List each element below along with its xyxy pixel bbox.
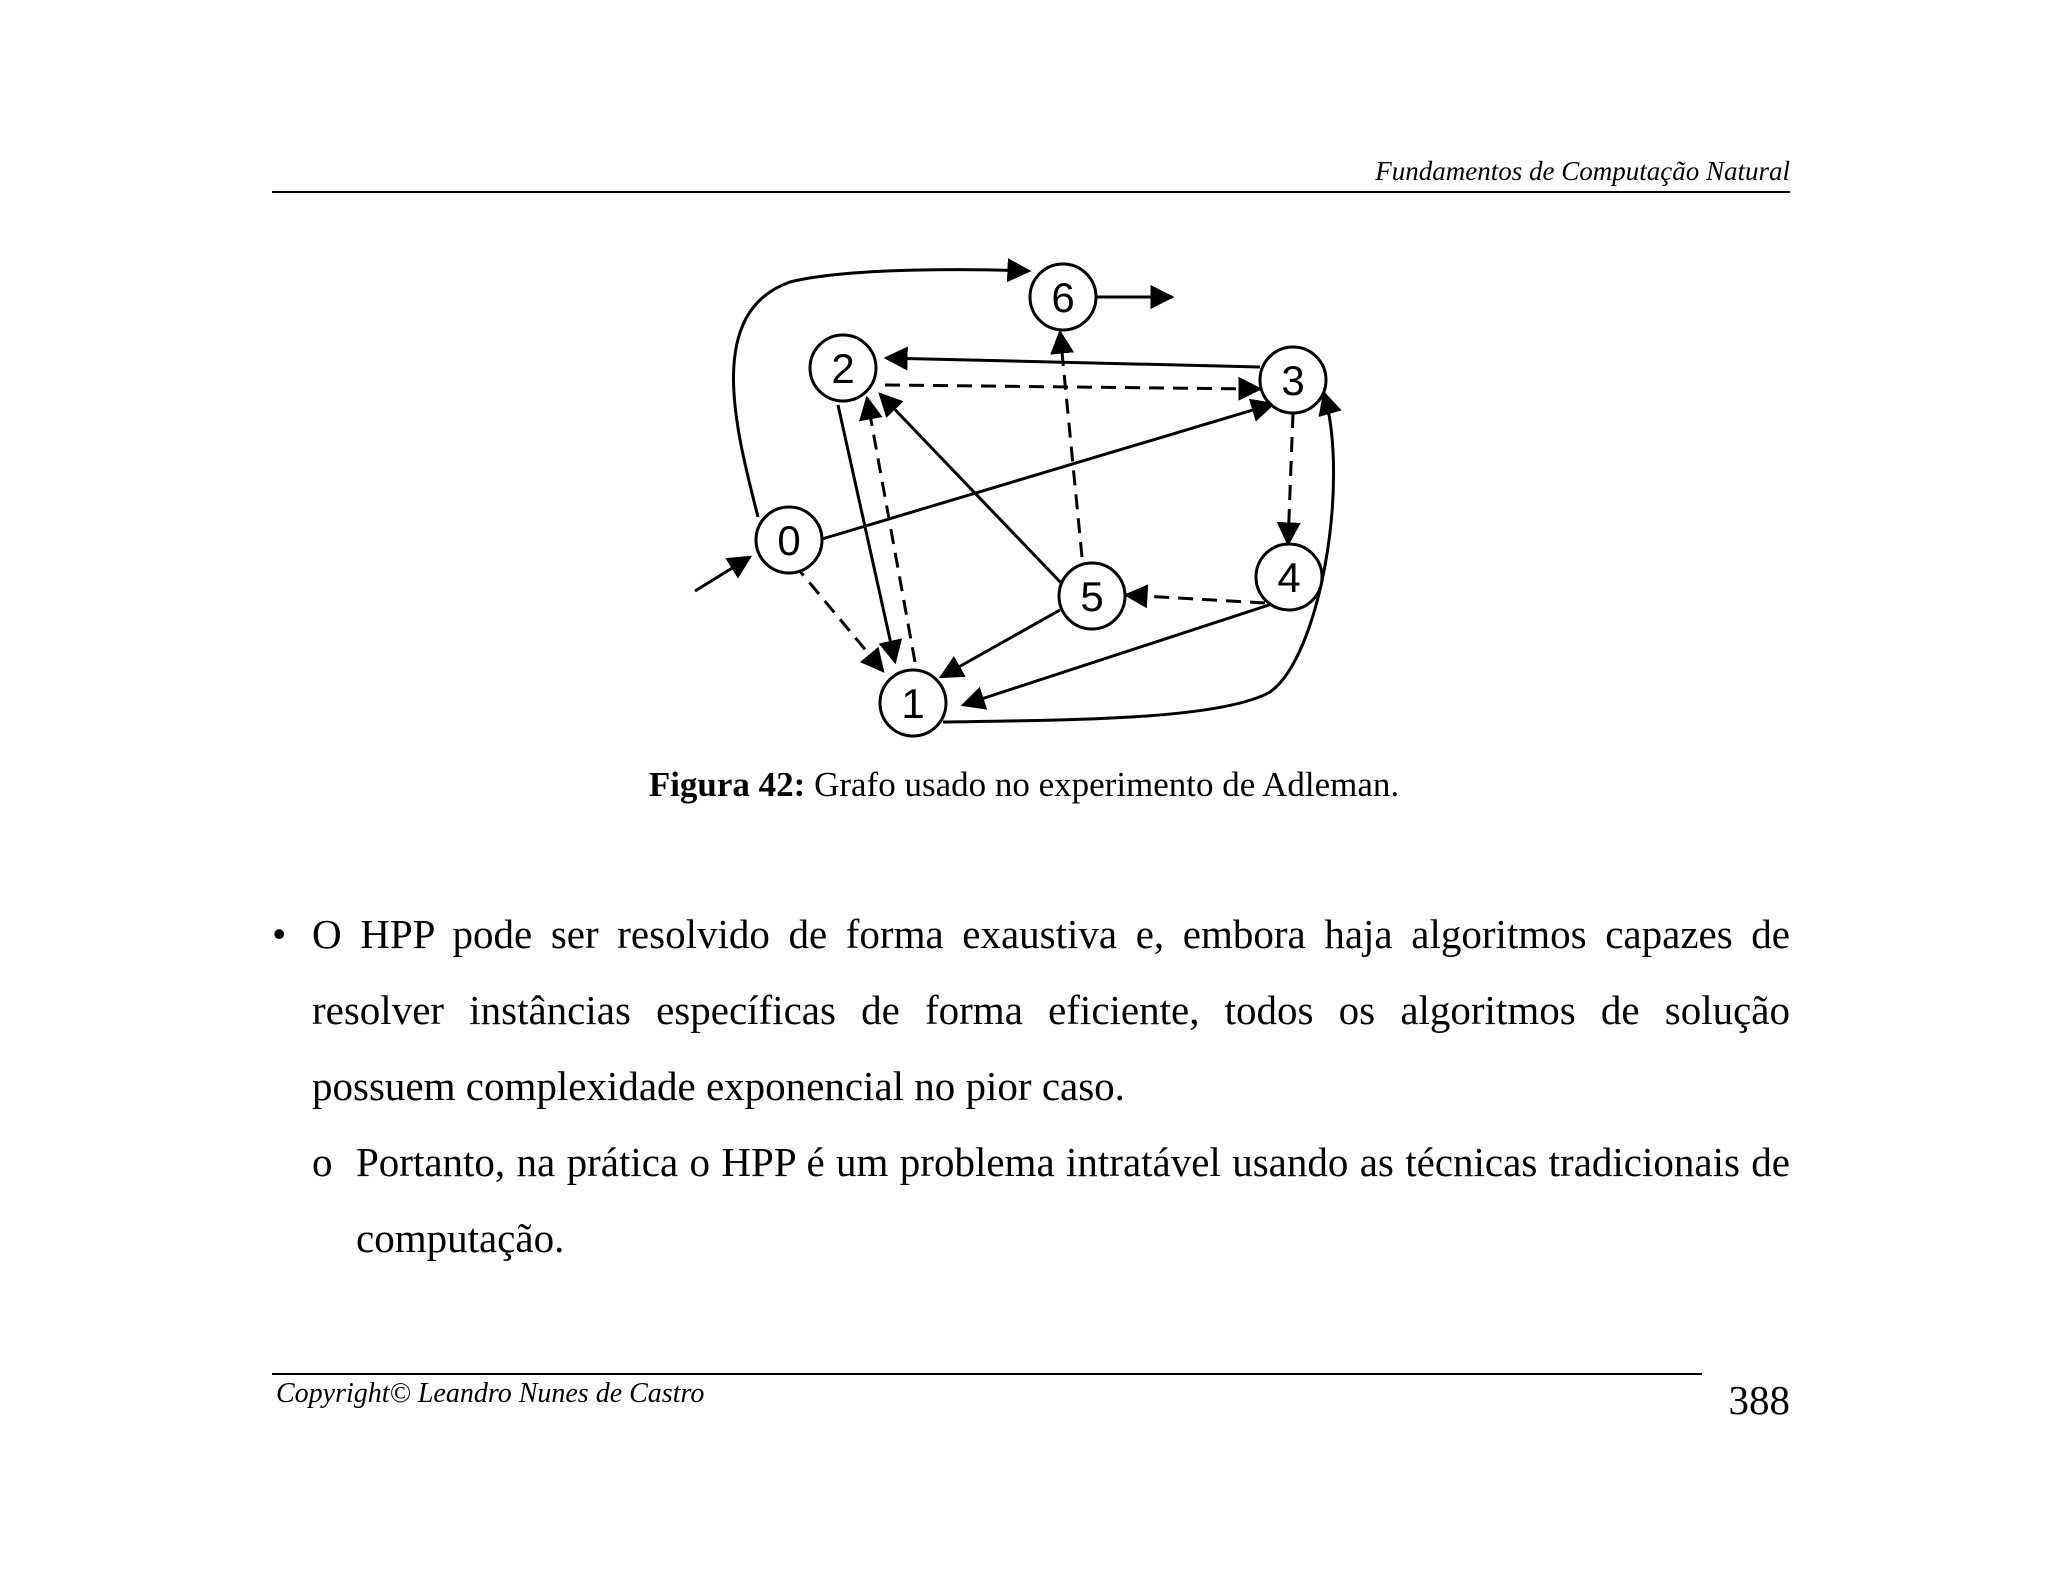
edge-5-1 — [941, 610, 1060, 677]
caption-label: Figura 42: — [648, 765, 806, 804]
node-label: 0 — [777, 517, 801, 564]
edge-1-2-dashed — [867, 398, 915, 662]
sub-bullet-item — [272, 1124, 1790, 1276]
node-label: 6 — [1051, 274, 1075, 321]
edge-start-0 — [695, 557, 750, 591]
edge-5-6-dashed — [1060, 332, 1082, 557]
node-label: 4 — [1277, 554, 1301, 601]
edge-3-4-dashed — [1288, 413, 1293, 544]
edge-2-3-dashed — [885, 385, 1260, 389]
graph-node-6 — [1030, 264, 1096, 330]
running-header: Fundamentos de Computação Natural — [1375, 156, 1790, 186]
node-label: 1 — [901, 680, 925, 727]
node-label: 2 — [831, 345, 855, 392]
graph-node-1 — [880, 670, 946, 736]
sub-bullet-marker: o — [312, 1139, 333, 1185]
copyright: Copyright© Leandro Nunes de Castro — [276, 1378, 705, 1409]
graph-node-5 — [1059, 563, 1125, 629]
adleman-graph — [680, 252, 1340, 742]
edge-3-2 — [886, 358, 1260, 367]
graph-node-3 — [1260, 347, 1326, 413]
figure-caption — [0, 765, 2048, 805]
node-label: 3 — [1281, 357, 1305, 404]
node-label: 5 — [1080, 573, 1104, 620]
footer-rule — [272, 1373, 1702, 1375]
page-number: 388 — [1728, 1377, 1790, 1423]
header-rule — [272, 191, 1790, 193]
bullet-list — [272, 896, 1790, 1276]
graph-node-0 — [756, 507, 822, 573]
sub-bullet-text: Portanto, na prática o HPP é um problema intratável usando as técnicas tradicionais de computação. — [356, 1139, 1790, 1261]
edge-0-1-dashed — [794, 564, 883, 671]
edge-4-1 — [963, 603, 1275, 705]
bullet-text: O HPP pode ser resolvido de forma exaustiva e, embora haja algoritmos capazes de resolver instâncias específicas de forma eficiente, todos os algoritmos de solução possuem complexidade exponencial no pior caso. — [312, 911, 1790, 1109]
figure-graph — [680, 252, 1340, 742]
edge-5-2 — [880, 394, 1064, 586]
edge-4-5-dashed — [1126, 595, 1265, 603]
bullet-marker: • — [272, 911, 287, 957]
bullet-item — [272, 896, 1790, 1124]
caption-text: Grafo usado no experimento de Adleman. — [805, 765, 1400, 804]
graph-node-4 — [1256, 544, 1322, 610]
graph-node-2 — [810, 335, 876, 401]
edge-2-1 — [838, 405, 895, 662]
